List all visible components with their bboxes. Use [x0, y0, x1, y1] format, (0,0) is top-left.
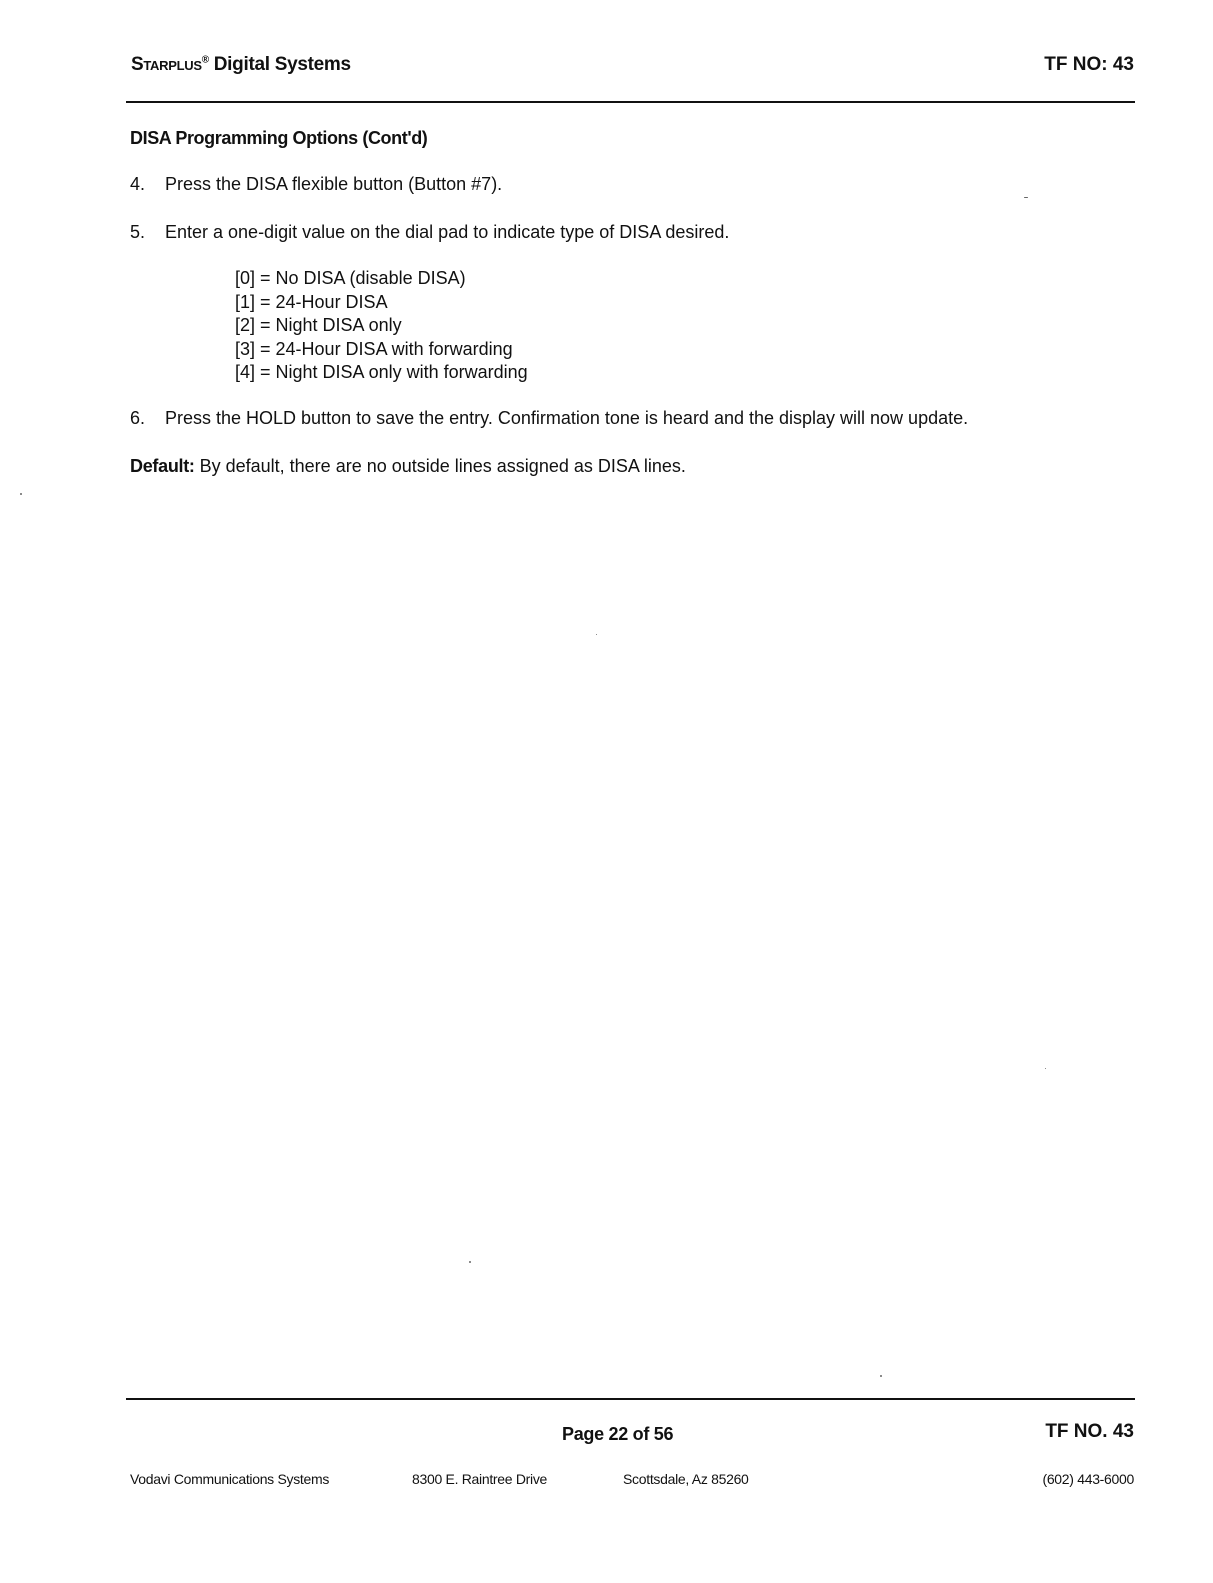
step-text: Enter a one-digit value on the dial pad to indicate type of DISA desired.: [165, 222, 730, 242]
scan-speck: [1045, 1068, 1046, 1069]
step-number: 4.: [130, 174, 146, 194]
step-text: Press the DISA flexible button (Button #7).: [165, 174, 503, 194]
step-6: [130, 408, 968, 429]
footer-street: 8300 E. Raintree Drive: [412, 1471, 548, 1487]
default-label: Default:: [130, 456, 195, 476]
footer-rule: [126, 1398, 1135, 1400]
step-number: 6.: [130, 408, 146, 428]
brand-name: Starplus: [131, 54, 202, 75]
disa-options-list: [235, 267, 528, 385]
header-doc-id: TF NO: 43: [1044, 54, 1134, 75]
step-number: 5.: [130, 222, 146, 242]
scan-speck: [880, 1375, 882, 1377]
header-brand: [131, 54, 351, 76]
step-5: [130, 222, 729, 243]
scan-speck: [469, 1261, 471, 1263]
footer-city: Scottsdale, Az 85260: [623, 1471, 749, 1487]
disa-option: [1] = 24-Hour DISA: [235, 291, 388, 312]
step-4: [130, 174, 502, 195]
default-note: [130, 456, 686, 477]
page-number: Page 22 of 56: [562, 1424, 674, 1444]
disa-option: [4] = Night DISA only with forwarding: [235, 362, 528, 383]
scan-speck: [20, 493, 22, 495]
step-text: Press the HOLD button to save the entry. Confirmation tone is heard and the display will now update.: [165, 408, 969, 428]
footer-phone: (602) 443-6000: [1042, 1471, 1134, 1487]
footer-company: Vodavi Communications Systems: [130, 1471, 330, 1487]
section-title: DISA Programming Options (Cont'd): [130, 128, 428, 148]
header-rule: [126, 101, 1135, 103]
disa-option: [3] = 24-Hour DISA with forwarding: [235, 338, 513, 359]
brand-suffix: Digital Systems: [208, 54, 351, 75]
scan-speck: [596, 634, 597, 635]
disa-option: [2] = Night DISA only: [235, 315, 402, 336]
disa-option: [0] = No DISA (disable DISA): [235, 268, 466, 288]
scan-speck: [1024, 197, 1028, 198]
default-text: By default, there are no outside lines assigned as DISA lines.: [194, 456, 686, 476]
registered-mark: ®: [201, 54, 209, 66]
footer-doc-id: TF NO. 43: [1045, 1421, 1134, 1442]
